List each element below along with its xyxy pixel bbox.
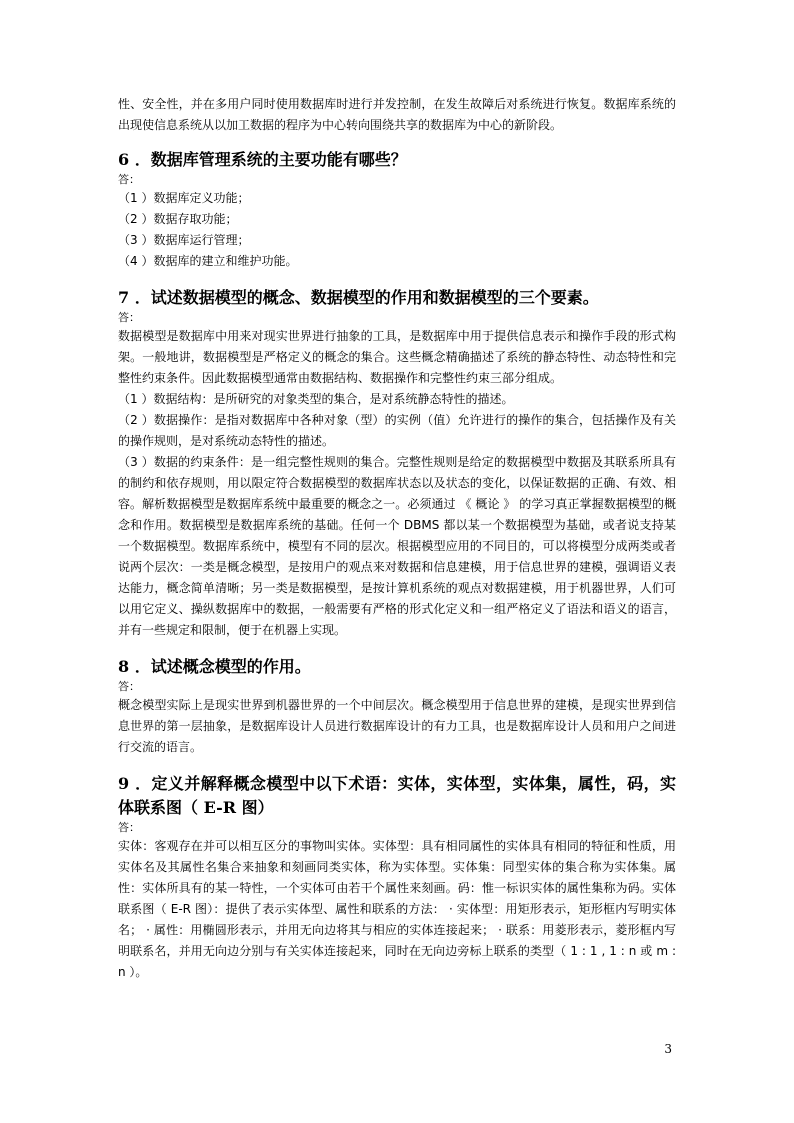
list-item: （3 ）数据库运行管理； xyxy=(118,233,250,247)
answer-label: 答： xyxy=(118,821,140,834)
question-9-heading: 9 ．定义并解释概念模型中以下术语：实体，实体型，实体集，属性，码，实体联系图（ E-R 图） xyxy=(118,774,676,817)
paragraph: （2 ）数据操作：是指对数据库中各种对象（型）的实例（值）允许进行的操作的集合，包括操作及有关的操作规则，是对系统动态特性的描述。 xyxy=(118,413,676,448)
list-item: （4 ）数据库的建立和维护功能。 xyxy=(118,254,298,268)
intro-paragraph: 性、安全性，并在多用户同时使用数据库时进行并发控制，在发生故障后对系统进行恢复。数据库系统的出现使信息系统从以加工数据的程序为中心转向围绕共享的数据库为中心的新阶段。 xyxy=(118,97,676,132)
question-8-heading: 8 ．试述概念模型的作用。 xyxy=(118,657,311,676)
answer-label: 答： xyxy=(118,173,140,186)
list-item: （1 ）数据库定义功能； xyxy=(118,191,250,205)
list-item: （2 ）数据存取功能； xyxy=(118,212,238,226)
paragraph: （1 ）数据结构：是所研究的对象类型的集合，是对系统静态特性的描述。 xyxy=(118,392,514,406)
answer-label: 答： xyxy=(118,680,140,693)
paragraph: （3 ）数据的约束条件：是一组完整性规则的集合。完整性规则是给定的数据模型中数据及其联系所具有的制约和依存规则，用以限定符合数据模型的数据库状态以及状态的变化，以保证数据的正确、有效、相容。解析数据模型是数据库系统中最重要的概念之一。必须通过 《 概论 》 的学习真正掌握数据模型的概念和作用。数据模型是数据库系统的基础。任何一个 DBMS 都以某一个数据模型为基础，或者说支持某一个数据模型。数据库系统中，模型有不同的层次。根据模型应用的不同目的，可以将模型分成两类或者说两个层次：一类是概念模型，是按用户的观点来对数据和信息建模，用于信息世界的建模，强调语义表达能力，概念简单清晰；另一类是数据模型，是按计算机系统的观点对数据建模，用于机器世界，人们可以用它定义、操纵数据库中的数据，一般需要有严格的形式化定义和一组严格定义了语法和语义的语言，并有一些规定和限制，便于在机器上实现。 xyxy=(118,455,676,637)
document-page xyxy=(118,94,676,983)
paragraph: 实体：客观存在并可以相互区分的事物叫实体。实体型：具有相同属性的实体具有相同的特征和性质，用实体名及其属性名集合来抽象和刻画同类实体，称为实体型。实体集：同型实体的集合称为实体集。属性：实体所具有的某一特性，一个实体可由若干个属性来刻画。码：惟一标识实体的属性集称为码。实体联系图（ E-R 图）：提供了表示实体型、属性和联系的方法： · 实体型：用矩形表示，矩形框内写明实体名； · 属性：用椭圆形表示，并用无向边将其与相应的实体连接起来； · 联系：用菱形表示，菱形框内写明联系名，并用无向边分别与有关实体连接起来，同时在无向边旁标上联系的类型（ 1 : 1 , 1 : n 或 m : n ）。 xyxy=(118,839,676,979)
question-7-heading: 7 ．试述数据模型的概念、数据模型的作用和数据模型的三个要素。 xyxy=(118,288,599,307)
answer-label: 答： xyxy=(118,311,140,324)
question-6-heading: 6 ．数据库管理系统的主要功能有哪些？ xyxy=(118,150,407,169)
paragraph: 概念模型实际上是现实世界到机器世界的一个中间层次。概念模型用于信息世界的建模，是现实世界到信息世界的第一层抽象，是数据库设计人员进行数据库设计的有力工具，也是数据库设计人员和用户之间进行交流的语言。 xyxy=(118,698,676,754)
page-number: 3 xyxy=(664,1042,672,1056)
paragraph: 数据模型是数据库中用来对现实世界进行抽象的工具，是数据库中用于提供信息表示和操作手段的形式构架。一般地讲，数据模型是严格定义的概念的集合。这些概念精确描述了系统的静态特性、动态特性和完整性约束条件。因此数据模型通常由数据结构、数据操作和完整性约束三部分组成。 xyxy=(118,329,676,385)
